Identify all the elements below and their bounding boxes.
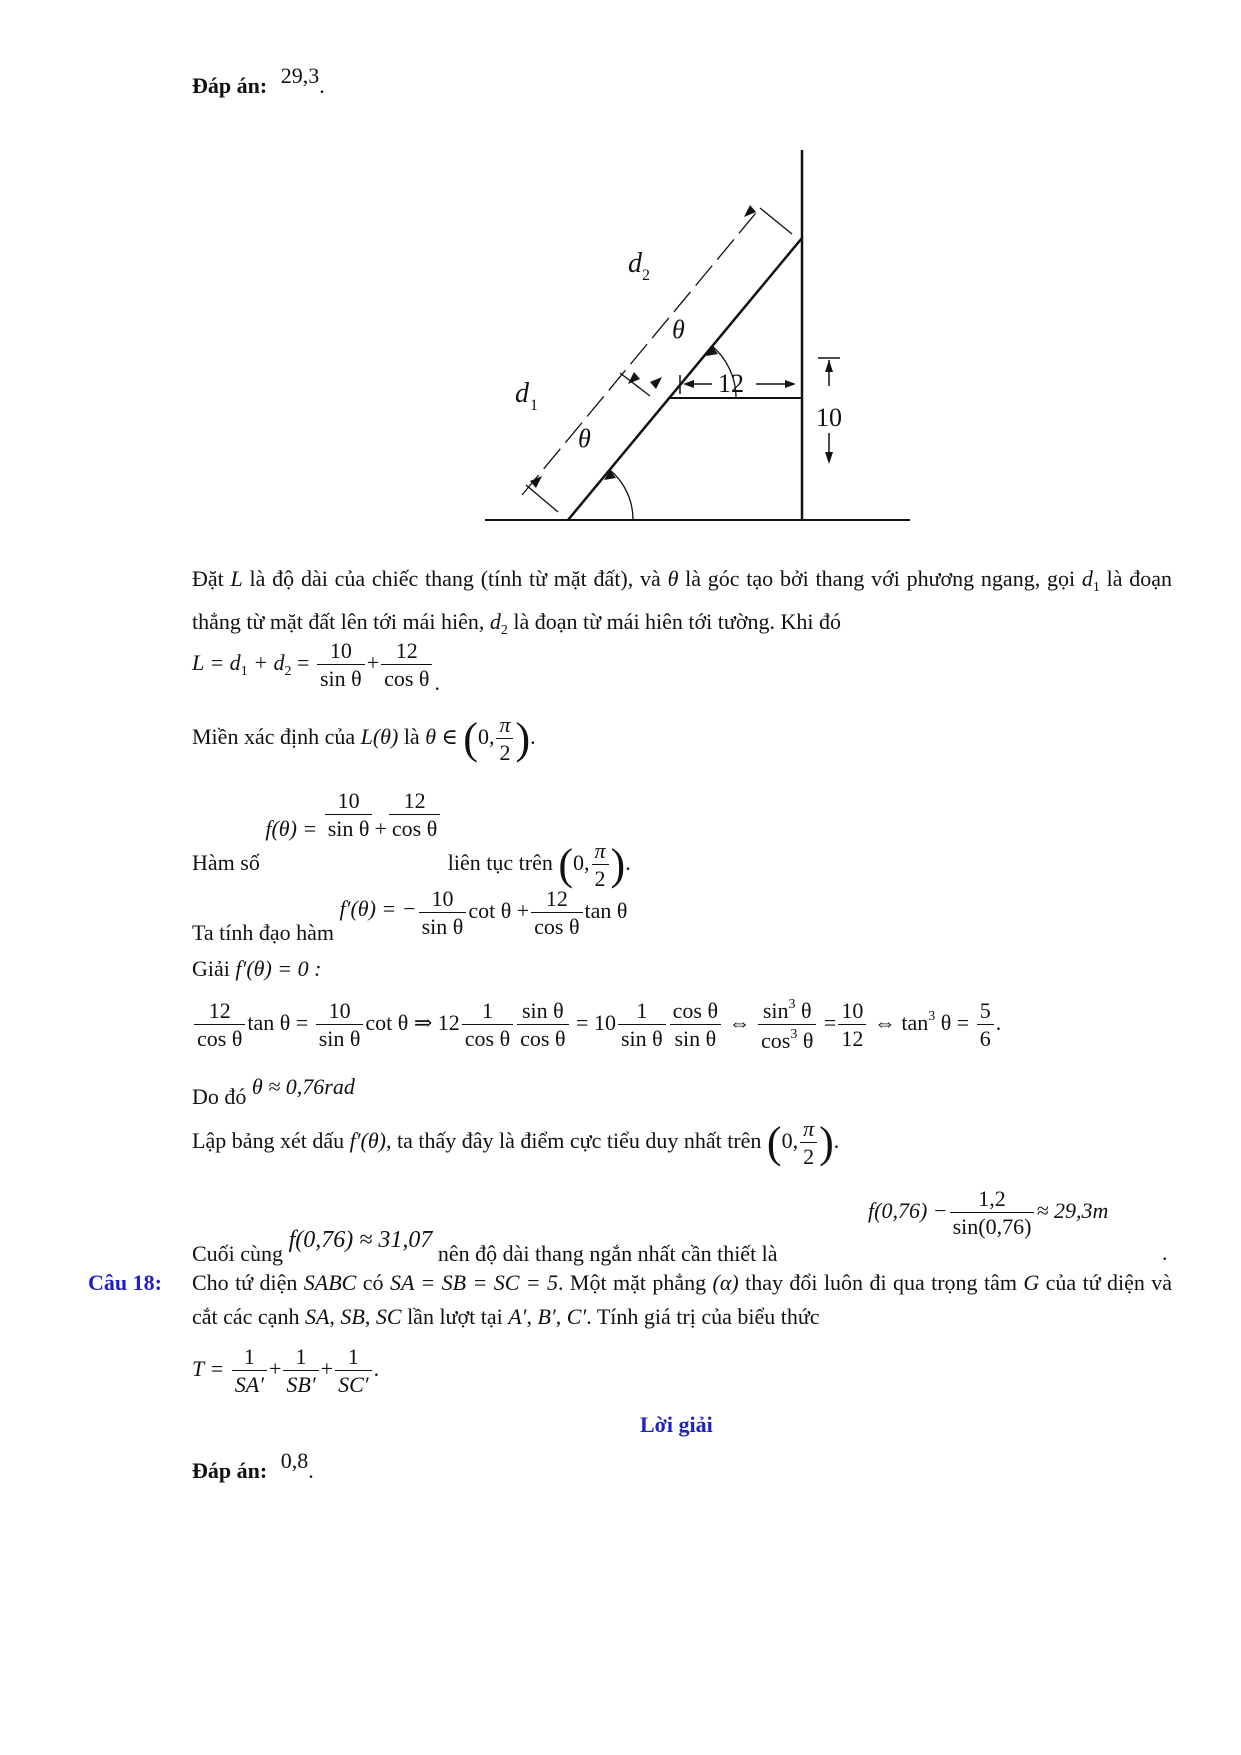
domain-line: Miền xác định của L(θ) là θ ∈ (0, $\frac{\pi}{2}$ ). (192, 712, 536, 765)
label-theta-bottom: θ (578, 424, 591, 453)
answer-label: Đáp án: (192, 1458, 268, 1483)
d1-tick-bottom (526, 485, 558, 512)
answer-18-line (192, 1448, 314, 1483)
approx-line: Do đó θ ≈ 0,76rad (192, 1074, 355, 1109)
equation-L: $L = d_1 + d_2$ = $\frac{10}{\text{sin θ}}$ + $\frac{12}{\text{cos θ}}$ . (192, 638, 440, 696)
question-18-label: Câu 18: (88, 1270, 162, 1295)
label-d1-sub: 1 (530, 397, 538, 414)
final-dot: . (1162, 1240, 1168, 1265)
final-line: Cuối cùng f(0,76) ≈ 31,07 nên độ dài thang ngắn nhất cần thiết là (192, 1227, 778, 1266)
label-theta-top: θ (672, 315, 685, 344)
answer-value: 0,8 (280, 1448, 309, 1473)
label-d2-sub: 2 (642, 267, 650, 284)
d2-tick-top (760, 208, 792, 234)
answer-label: Đáp án: (192, 73, 268, 98)
label-d1: d (515, 378, 529, 409)
ladder-figure (480, 150, 920, 530)
question-18-text: Cho tứ diện SABC có SA = SB = SC = 5. Một mặt phẳng (α) thay đổi luôn đi qua trọng tâm G của tứ diện và cắt các cạnh SA, SB, SC lần lượt tại A′, B′, C′. Tính giá trị của biểu thức (192, 1270, 1173, 1329)
arrow-d2-bottom (650, 377, 662, 389)
derivative-line: Ta tính đạo hàm f′(θ) = − $\frac{10}{\text{sin θ}}$ cot θ + $\frac{12}{\text{cos θ}}$ tan θ (192, 886, 628, 946)
label-d2: d (628, 248, 642, 279)
solve-line: Giải f′(θ) = 0 : (192, 956, 322, 981)
label-12: 12 (718, 369, 744, 398)
arrow-d1-top (628, 372, 640, 384)
sign-table-line: Lập bảng xét dấu f′(θ), ta thấy đây là điểm cực tiểu duy nhất trên (0, $\frac{\pi}{2}$ ). (192, 1116, 840, 1169)
expression-T: T = $\frac{1}{SA'}$ + $\frac{1}{SB'}$ + $\frac{1}{SC'}$ . (192, 1344, 380, 1397)
label-10: 10 (816, 403, 842, 432)
chain-equation: $\frac{12}{\text{cos θ}}$ tan θ = $\frac{10}{\text{sin θ}}$ cot θ ⇒ 12 $\frac{1}{\text{cos θ}}$ $\frac{\text{sin θ}}{\text{cos θ}}$ = 10 $\frac{1}{\text{sin θ}}$ $\frac{\text{cos θ}}{\text{sin θ}}$ ⇔ $\frac{\sin^3 \theta}{\cos^3 \theta}$ = $\frac{10}{12}$ ⇔ $\tan^3 \theta$ = $\frac{5}{6}$ . (192, 998, 1001, 1052)
answer-value: 29,3 (280, 63, 320, 88)
answer-dot: . (319, 73, 325, 98)
answer-dot: . (308, 1458, 314, 1483)
final-result: f(0,76) − $\frac{1,2}{\sin(0,76)}$ ≈ 29,3m (868, 1186, 1109, 1239)
paragraph-setup: Đặt L là độ dài của chiếc thang (tính từ mặt đất), và θ là góc tạo bởi thang với phương ngang, gọi $d_1$ là đoạn thẳng từ mặt đất lên tới mái hiên, $d_2$ là đoạn từ mái hiên tới tường. Khi đó (192, 566, 1173, 638)
solution-heading: Lời giải (640, 1412, 713, 1437)
function-line: Hàm số f(θ) = $\frac{10}{\text{sin θ}}$ + $\frac{12}{\text{cos θ}}$ liên tục trên (0, $\frac{\pi}{2}$ ). (192, 788, 631, 891)
ladder-line (568, 238, 802, 520)
answer-17-line (192, 63, 325, 98)
